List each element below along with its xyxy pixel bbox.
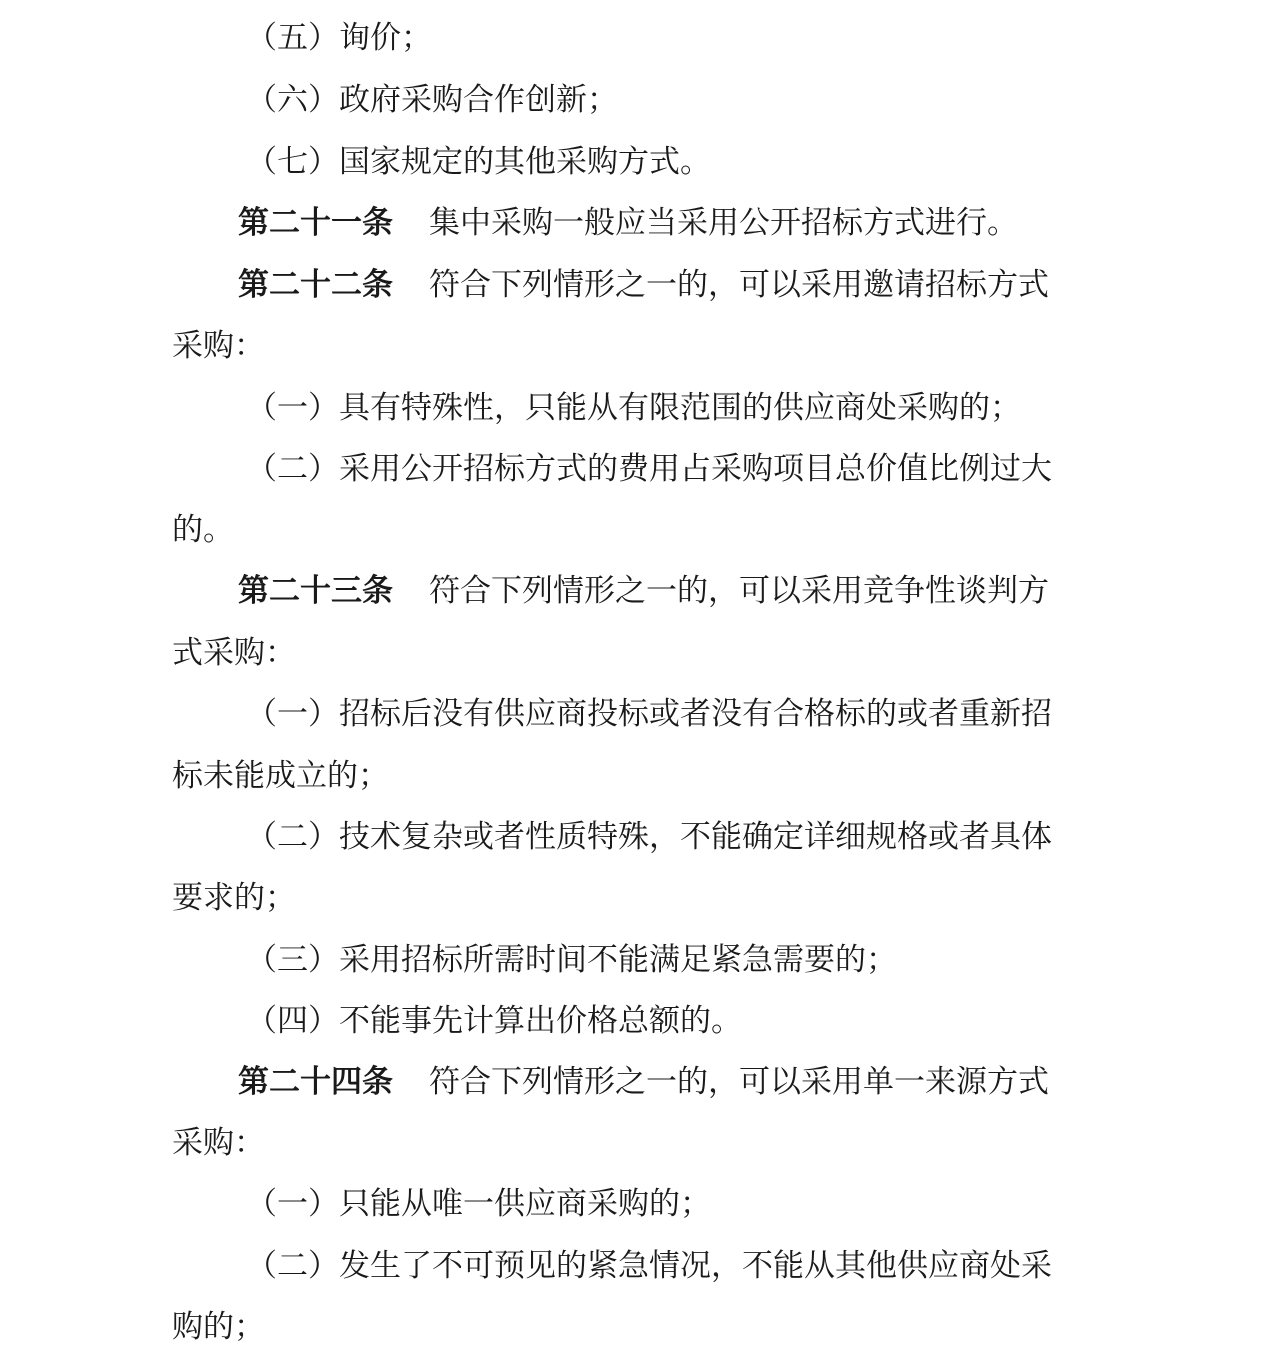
- article-label: 第二十四条: [238, 1064, 393, 1100]
- clause-text: （一）招标后没有供应商投标或者没有合格标的或者重新招: [246, 696, 1052, 732]
- clause-text: 式采购：: [172, 635, 296, 671]
- article-23-item-1-continuation: [172, 756, 389, 796]
- article-23-item-1: [246, 694, 1052, 734]
- article-24: [238, 1062, 1049, 1102]
- article-23-item-2: [246, 817, 1052, 857]
- article-24-item-1: [246, 1184, 711, 1224]
- article-21: [238, 203, 1018, 243]
- article-22-continuation: [172, 326, 265, 366]
- clause-text: 采购：: [172, 328, 265, 364]
- article-23-item-4: [246, 1001, 742, 1041]
- clause-text: （二）技术复杂或者性质特殊，不能确定详细规格或者具体: [246, 819, 1052, 855]
- article-22-item-2: [246, 449, 1052, 489]
- clause-text: （一）只能从唯一供应商采购的；: [246, 1186, 711, 1222]
- article-23-continuation: [172, 633, 296, 673]
- clause-text: （四）不能事先计算出价格总额的。: [246, 1003, 742, 1039]
- article-label: 第二十三条: [238, 573, 393, 609]
- article-22-item-1: [246, 388, 1021, 428]
- clause-text: （二）采用公开招标方式的费用占采购项目总价值比例过大: [246, 451, 1052, 487]
- article-text: 符合下列情形之一的，可以采用竞争性谈判方: [429, 573, 1049, 609]
- clause-text: 的。: [172, 512, 234, 548]
- clause-text: （二）发生了不可预见的紧急情况，不能从其他供应商处采: [246, 1248, 1052, 1284]
- clause-item-7: [246, 142, 711, 182]
- article-24-item-2-continuation: [172, 1307, 265, 1347]
- article-24-item-2: [246, 1246, 1052, 1286]
- article-label: 第二十一条: [238, 205, 393, 241]
- clause-item-5: [246, 18, 432, 58]
- article-23: [238, 571, 1049, 611]
- article-text: 集中采购一般应当采用公开招标方式进行。: [429, 205, 1018, 241]
- article-22-item-2-continuation: [172, 510, 234, 550]
- clause-text: 采购：: [172, 1125, 265, 1161]
- clause-text: （六）政府采购合作创新；: [246, 82, 618, 118]
- article-24-continuation: [172, 1123, 265, 1163]
- article-23-item-2-continuation: [172, 878, 296, 918]
- clause-text: 购的；: [172, 1309, 265, 1345]
- clause-text: （五）询价；: [246, 20, 432, 56]
- article-22: [238, 265, 1049, 305]
- clause-text: 标未能成立的；: [172, 758, 389, 794]
- clause-text: （七）国家规定的其他采购方式。: [246, 144, 711, 180]
- clause-item-6: [246, 80, 618, 120]
- article-23-item-3: [246, 940, 897, 980]
- clause-text: （一）具有特殊性，只能从有限范围的供应商处采购的；: [246, 390, 1021, 426]
- article-label: 第二十二条: [238, 267, 393, 303]
- clause-text: 要求的；: [172, 880, 296, 916]
- article-text: 符合下列情形之一的，可以采用单一来源方式: [429, 1064, 1049, 1100]
- clause-text: （三）采用招标所需时间不能满足紧急需要的；: [246, 942, 897, 978]
- article-text: 符合下列情形之一的，可以采用邀请招标方式: [429, 267, 1049, 303]
